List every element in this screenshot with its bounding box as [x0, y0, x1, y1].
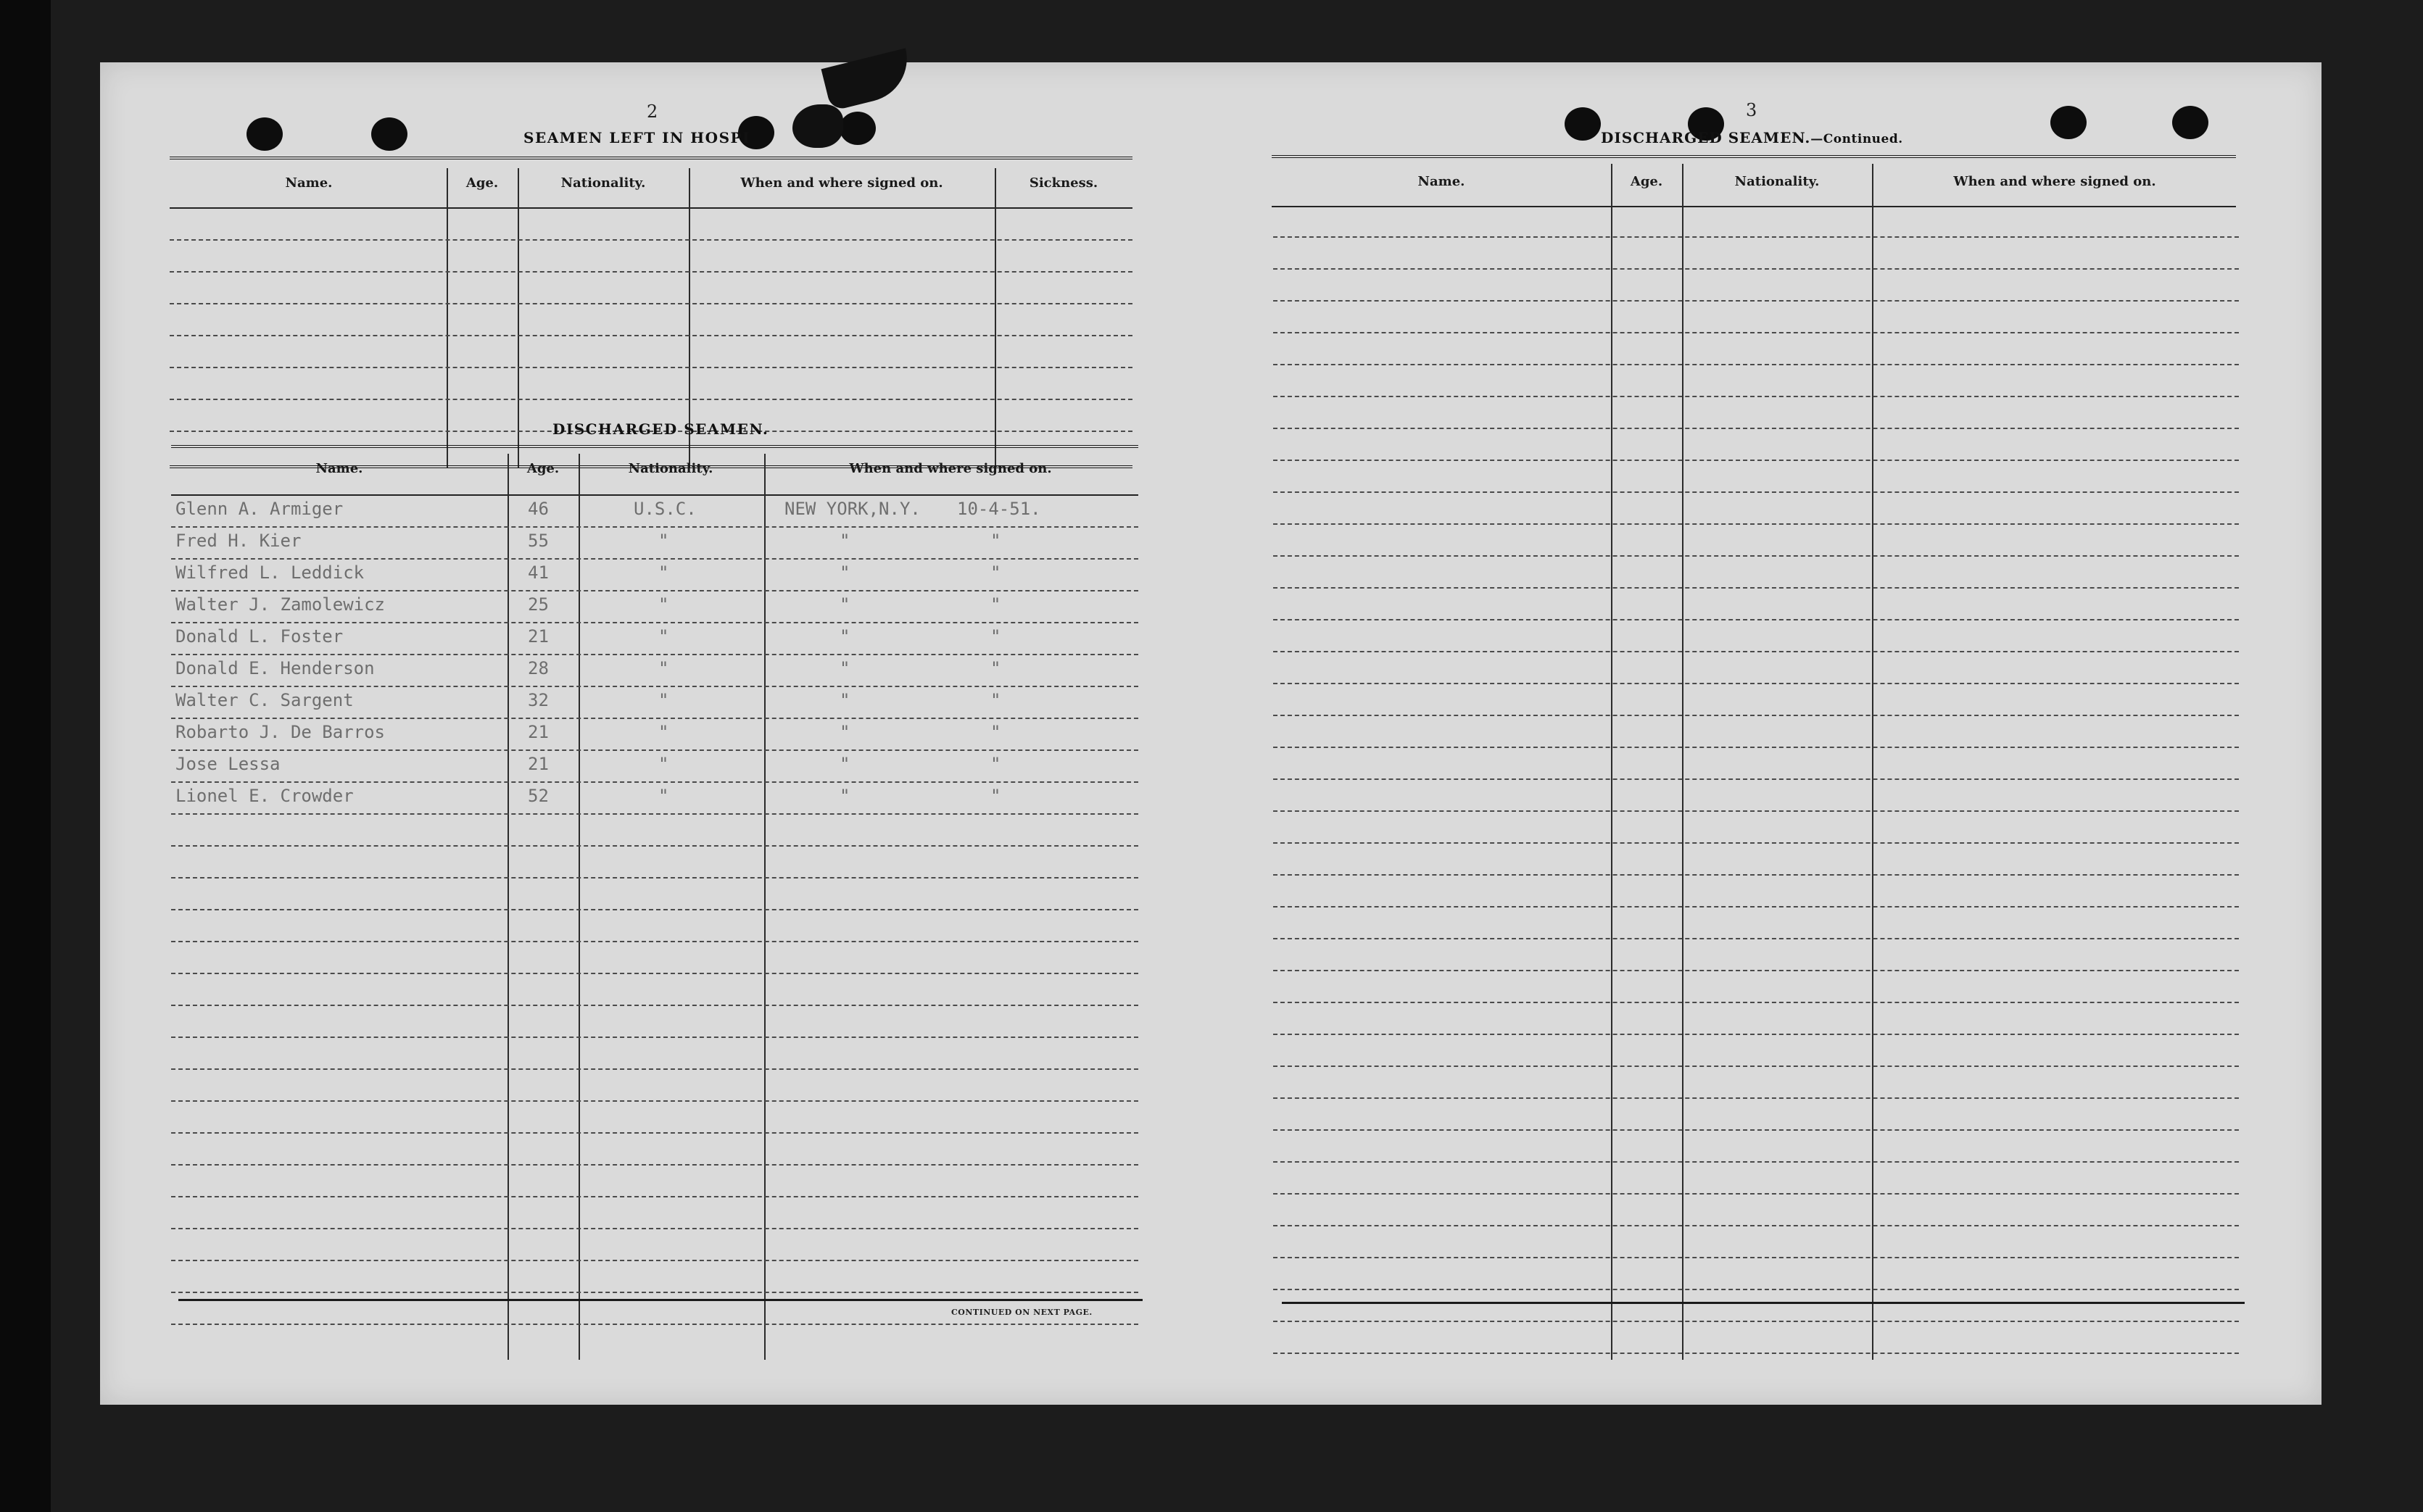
right-row-line: [1273, 396, 2239, 397]
blank-row: [170, 271, 1132, 273]
right-title-suffix: —Continued.: [1810, 132, 1903, 146]
seaman-age: 55: [528, 531, 549, 551]
right-row-line: [1273, 619, 2239, 620]
seaman-name: Lionel E. Crowder: [175, 786, 354, 806]
right-page-title: [1601, 129, 1903, 146]
punch-hole: [840, 112, 876, 145]
discharged-row-line: [171, 1164, 1138, 1166]
right-col-name: Name.: [1417, 174, 1465, 189]
header-rule: [170, 157, 1132, 159]
discharged-row-line: [171, 1005, 1138, 1006]
seaman-age: 21: [528, 754, 549, 774]
signed-on-date: ": [990, 562, 1001, 583]
right-row-line: [1273, 555, 2239, 557]
seaman-nationality: ": [658, 690, 669, 710]
right-row-line: [1273, 1193, 2239, 1195]
right-row-line: [1273, 1002, 2239, 1003]
signed-on-place: ": [840, 722, 850, 742]
right-row-line: [1273, 651, 2239, 652]
discharged-row-line: [171, 1068, 1138, 1070]
discharged-column-rule: [171, 494, 1138, 496]
right-header-rule: [1272, 155, 2236, 158]
discharged-section-title: DISCHARGED SEAMEN.: [552, 420, 769, 438]
blank-row: [170, 303, 1132, 304]
right-row-line: [1273, 778, 2239, 780]
right-row-line: [1273, 938, 2239, 939]
right-row-line: [1273, 460, 2239, 461]
signed-on-place: ": [840, 658, 850, 678]
right-row-line: [1273, 747, 2239, 748]
right-row-line: [1273, 683, 2239, 684]
right-col-signed-on: When and where signed on.: [1953, 174, 2156, 189]
discharged-row-line: [171, 1260, 1138, 1261]
right-bottom-rule: [1282, 1302, 2245, 1304]
right-row-line: [1273, 842, 2239, 844]
discharged-row-line: [171, 718, 1138, 719]
blank-row: [170, 399, 1132, 400]
seaman-name: Robarto J. De Barros: [175, 722, 385, 742]
signed-on-place: ": [840, 562, 850, 583]
blank-row: [170, 239, 1132, 241]
signed-on-date: ": [990, 594, 1001, 615]
signed-on-place: ": [840, 754, 850, 774]
column-divider: [995, 168, 996, 468]
column-divider: [518, 168, 519, 468]
discharged-row-line: [171, 781, 1138, 783]
discharged-col-signed-on: When and where signed on.: [849, 461, 1052, 476]
discharged-row-line: [171, 909, 1138, 910]
punch-hole: [371, 117, 407, 151]
right-row-line: [1273, 1097, 2239, 1099]
discharged-row-line: [171, 813, 1138, 815]
right-row-line: [1273, 874, 2239, 876]
discharged-row-line: [171, 622, 1138, 623]
right-row-line: [1273, 236, 2239, 238]
discharged-col-nationality: Nationality.: [628, 461, 713, 476]
seaman-age: 21: [528, 722, 549, 742]
seaman-nationality: U.S.C.: [634, 499, 697, 519]
right-col-age: Age.: [1630, 174, 1663, 189]
discharged-row-line: [171, 1132, 1138, 1134]
right-col-nationality: Nationality.: [1734, 174, 1820, 189]
discharged-row-line: [171, 526, 1138, 528]
right-row-line: [1273, 1034, 2239, 1035]
right-column-rule: [1272, 206, 2236, 207]
right-row-line: [1273, 428, 2239, 429]
scan-border: [0, 0, 51, 1512]
seaman-name: Walter C. Sargent: [175, 690, 354, 710]
seaman-age: 41: [528, 562, 549, 583]
column-divider: [447, 168, 448, 468]
signed-on-date: ": [990, 658, 1001, 678]
discharged-col-age: Age.: [526, 461, 560, 476]
document-sheet: [100, 62, 2321, 1405]
punch-hole: [247, 117, 283, 151]
right-row-line: [1273, 810, 2239, 812]
discharged-row-line: [171, 654, 1138, 655]
right-row-line: [1273, 1321, 2239, 1322]
seaman-nationality: ": [658, 722, 669, 742]
torn-paper-mark: [821, 48, 916, 111]
right-row-line: [1273, 491, 2239, 493]
col-header-nationality: Nationality.: [560, 175, 646, 191]
seaman-nationality: ": [658, 786, 669, 806]
torn-paper-mark: [792, 104, 843, 148]
right-row-line: [1273, 587, 2239, 589]
discharged-row-line: [171, 1037, 1138, 1038]
right-row-line: [1273, 1225, 2239, 1226]
right-row-line: [1273, 1129, 2239, 1131]
seaman-nationality: ": [658, 626, 669, 647]
column-header-rule: [170, 207, 1132, 209]
discharged-row-line: [171, 1292, 1138, 1293]
column-divider: [1872, 164, 1873, 1360]
seaman-name: Donald L. Foster: [175, 626, 344, 647]
seaman-nationality: ": [658, 562, 669, 583]
seaman-age: 52: [528, 786, 549, 806]
punch-hole: [1565, 107, 1601, 141]
right-row-line: [1273, 300, 2239, 302]
seaman-name: Fred H. Kier: [175, 531, 302, 551]
right-row-line: [1273, 364, 2239, 365]
right-row-line: [1273, 1161, 2239, 1163]
punch-hole: [2050, 106, 2087, 139]
right-row-line: [1273, 1289, 2239, 1290]
blank-row: [170, 367, 1132, 368]
right-row-line: [1273, 1257, 2239, 1258]
seaman-name: Jose Lessa: [175, 754, 281, 774]
signed-on-date: 10-4-51.: [957, 499, 1041, 519]
page-number-right: 3: [1746, 100, 1757, 120]
right-row-line: [1273, 715, 2239, 716]
right-row-line: [1273, 970, 2239, 971]
column-divider: [1682, 164, 1683, 1360]
seaman-name: Glenn A. Armiger: [175, 499, 344, 519]
right-row-line: [1273, 332, 2239, 333]
discharged-row-line: [171, 1324, 1138, 1325]
discharged-row-line: [171, 590, 1138, 591]
discharged-row-line: [171, 686, 1138, 687]
discharged-row-line: [171, 845, 1138, 847]
discharged-row-line: [171, 1228, 1138, 1229]
seaman-nationality: ": [658, 531, 669, 551]
seaman-name: Donald E. Henderson: [175, 658, 375, 678]
signed-on-date: ": [990, 786, 1001, 806]
discharged-col-name: Name.: [315, 461, 363, 476]
signed-on-place: ": [840, 531, 850, 551]
seaman-age: 32: [528, 690, 549, 710]
right-row-line: [1273, 268, 2239, 270]
discharged-row-line: [171, 749, 1138, 751]
col-header-age: Age.: [465, 175, 499, 191]
seaman-age: 25: [528, 594, 549, 615]
discharged-row-line: [171, 941, 1138, 942]
seaman-nationality: ": [658, 658, 669, 678]
col-header-name: Name.: [285, 175, 333, 191]
signed-on-place: NEW YORK,N.Y.: [784, 499, 921, 519]
seaman-nationality: ": [658, 754, 669, 774]
signed-on-date: ": [990, 754, 1001, 774]
discharged-header-rule: [171, 445, 1138, 448]
discharged-row-line: [171, 1100, 1138, 1102]
seaman-name: Walter J. Zamolewicz: [175, 594, 385, 615]
punch-hole: [2172, 106, 2208, 139]
signed-on-place: ": [840, 786, 850, 806]
seaman-age: 21: [528, 626, 549, 647]
signed-on-date: ": [990, 722, 1001, 742]
signed-on-date: ": [990, 626, 1001, 647]
signed-on-place: ": [840, 594, 850, 615]
blank-row: [170, 335, 1132, 336]
right-title-main: DISCHARGED SEAMEN.: [1601, 129, 1811, 146]
signed-on-date: ": [990, 690, 1001, 710]
seaman-age: 28: [528, 658, 549, 678]
col-header-sickness: Sickness.: [1029, 175, 1098, 191]
discharged-row-line: [171, 558, 1138, 560]
seaman-name: Wilfred L. Leddick: [175, 562, 365, 583]
right-row-line: [1273, 1353, 2239, 1354]
bottom-rule: [178, 1299, 1143, 1301]
right-row-line: [1273, 523, 2239, 525]
continued-note: CONTINUED ON NEXT PAGE.: [951, 1308, 1093, 1317]
signed-on-place: ": [840, 690, 850, 710]
discharged-row-line: [171, 877, 1138, 878]
page-number-left: 2: [647, 101, 658, 122]
column-divider: [1611, 164, 1612, 1360]
discharged-row-line: [171, 973, 1138, 974]
signed-on-date: ": [990, 531, 1001, 551]
right-row-line: [1273, 1066, 2239, 1067]
col-header-signed-on: When and where signed on.: [740, 175, 943, 191]
right-row-line: [1273, 906, 2239, 907]
signed-on-place: ": [840, 626, 850, 647]
seaman-age: 46: [528, 499, 549, 519]
hospital-section-title: SEAMEN LEFT IN HOSPI: [523, 129, 750, 146]
discharged-row-line: [171, 1196, 1138, 1197]
seaman-nationality: ": [658, 594, 669, 615]
